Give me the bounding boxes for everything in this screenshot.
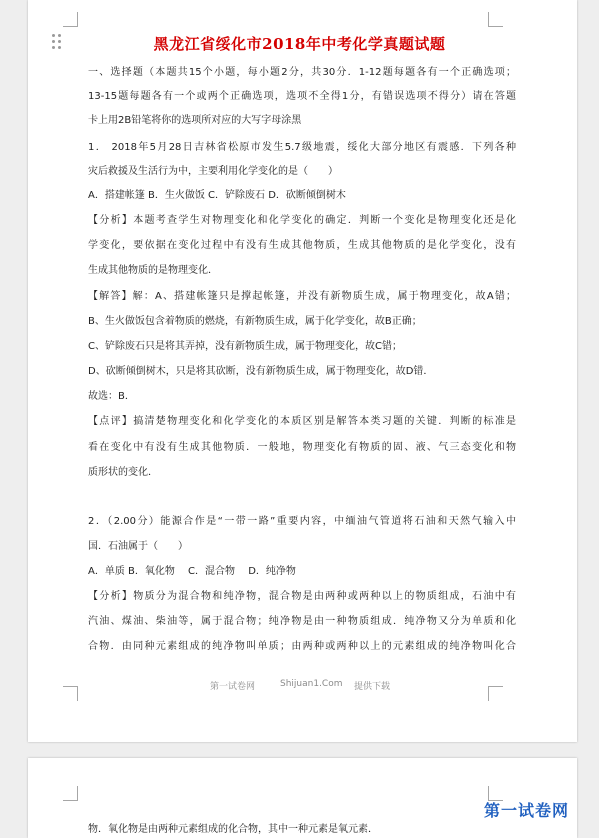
text-line: 汽油、煤油、柴油等，属于混合物；纯净物是由一种物质组成．纯净物又分为单质和化 bbox=[88, 616, 516, 627]
text-line: 合物．由同种元素组成的纯净物叫单质；由两种或两种以上的元素组成的纯净物叫化合 bbox=[88, 641, 516, 652]
text-line: A．单质 B．氧化物 C．混合物 D．纯净物 bbox=[88, 566, 296, 577]
text-line: C、铲除废石只是将其弄掉，没有新物质生成，属于物理变化，故C错； bbox=[88, 341, 402, 352]
text-line: 质形状的变化． bbox=[88, 467, 158, 478]
text-line: 2．（2.00分）能源合作是“一带一路”重要内容，中缅油气管道将石油和天然气输入中 bbox=[88, 516, 516, 527]
text-line: 故选：B． bbox=[88, 391, 135, 402]
footer-right: 提供下载 bbox=[354, 682, 391, 692]
page-corner-mark bbox=[63, 686, 78, 701]
text-line: A．搭建帐篷 B．生火做饭 C．铲除废石 D．砍断倾倒树木 bbox=[88, 190, 346, 201]
text-line: 国．石油属于（ ） bbox=[88, 541, 188, 552]
text-line: 卡上用2B铅笔将你的选项所对应的大写字母涂黑 bbox=[88, 115, 302, 126]
text-line: 13-15题每题各有一个或两个正确选项，选项不全得1分，有错误选项不得分）请在答题 bbox=[88, 91, 516, 102]
page-corner-mark bbox=[63, 786, 78, 801]
text-line: 【解答】解：A、搭建帐篷只是撑起帐篷，并没有新物质生成，属于物理变化，故A错； bbox=[88, 291, 516, 302]
text-line: 【分析】本题考查学生对物理变化和化学变化的确定．判断一个变化是物理变化还是化 bbox=[88, 215, 516, 226]
page-corner-mark bbox=[488, 686, 503, 701]
footer-center: Shijuan1.Com bbox=[280, 679, 343, 689]
text-line: 1． 2018年5月28日吉林省松原市发生5.7级地震，绥化大部分地区有震感．下列各种 bbox=[88, 142, 516, 153]
text-line: 【点评】搞清楚物理变化和化学变化的本质区别是解答本类习题的关键．判断的标准是 bbox=[88, 416, 516, 427]
footer-left: 第一试卷网 bbox=[210, 682, 256, 692]
text-line: 【分析】物质分为混合物和纯净物，混合物是由两种或两种以上的物质组成，石油中有 bbox=[88, 591, 516, 602]
text-line: D、砍断倾倒树木，只是将其砍断，没有新物质生成，属于物理变化，故D错． bbox=[88, 366, 434, 377]
text-line: 学变化，要依据在变化过程中有没有生成其他物质，生成其他物质的是化学变化，没有 bbox=[88, 240, 516, 251]
site-logo: 第一试卷网 bbox=[484, 801, 570, 820]
page-corner-mark bbox=[63, 12, 78, 27]
text-line: 一、选择题（本题共15个小题，每小题2分，共30分．1-12题每题各有一个正确选项； bbox=[88, 67, 516, 78]
page-corner-mark bbox=[488, 12, 503, 27]
text-line: 灾后救援及生活行为中，主要利用化学变化的是（ ） bbox=[88, 166, 338, 177]
text-line: 看在变化中有没有生成其他物质．一般地，物理变化有物质的固、液、气三态变化和物 bbox=[88, 442, 516, 453]
next-page-text-line: 物．氧化物是由两种元素组成的化合物，其中一种元素是氧元素． bbox=[88, 824, 378, 835]
text-line: 生成其他物质的是物理变化． bbox=[88, 265, 218, 276]
text-line: B、生火做饭包含着物质的燃烧，有新物质生成，属于化学变化，故B正确； bbox=[88, 316, 422, 327]
document-title: 黑龙江省绥化市2018年中考化学真题试题 bbox=[153, 35, 446, 53]
